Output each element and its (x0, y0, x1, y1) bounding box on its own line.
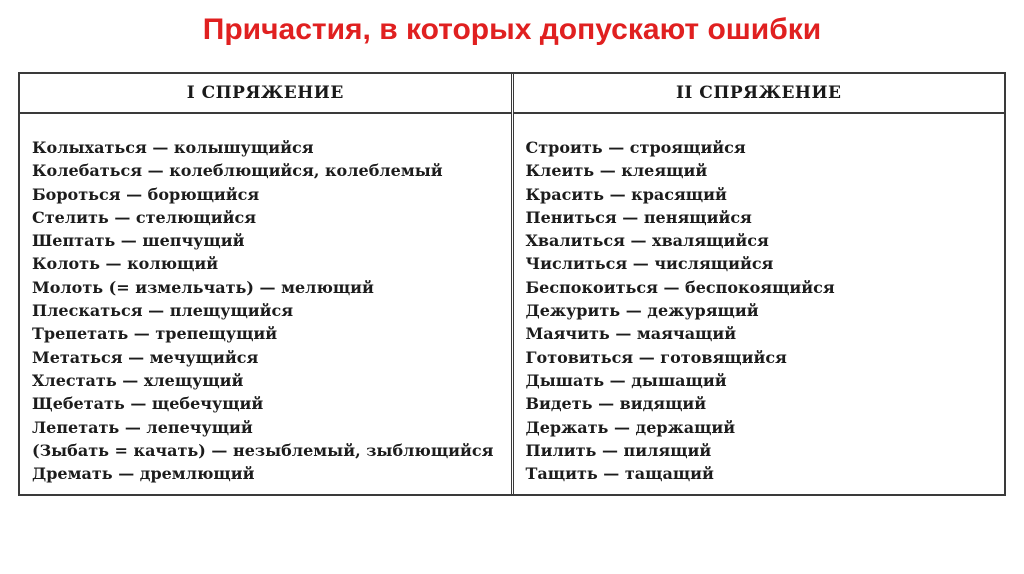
word-pair-item: Шептать — шепчущий (32, 231, 245, 251)
word-pair-item: Трепетать — трепещущий (32, 324, 278, 344)
word-pair-item: Тащить — тащащий (525, 464, 714, 484)
second-conjugation-column (511, 74, 1005, 494)
word-pair-item: Плескаться — плещущийся (32, 301, 294, 321)
word-pair-item: Метаться — мечущийся (32, 347, 259, 367)
second-conjugation-list (514, 114, 1005, 485)
first-conjugation-column (20, 74, 511, 494)
word-pair-item: Красить — красящий (525, 184, 727, 204)
conjugation-table (18, 72, 1006, 496)
word-pair-item: Готовиться — готовящийся (525, 347, 787, 367)
slide-title: Причастия, в которых допускают ошибки (202, 13, 822, 46)
word-pair-item: Дышать — дышащий (525, 370, 727, 390)
column-header-second-conjugation: II СПРЯЖЕНИЕ (514, 74, 1005, 114)
word-pair-item: Молоть (= измельчать) — мелющий (32, 277, 374, 297)
word-pair-item: Держать — держащий (525, 417, 736, 437)
word-pair-item: Дремать — дремлющий (32, 464, 255, 484)
word-pair-item: Числиться — числящийся (525, 254, 774, 274)
word-pair-item: Стелить — стелющийся (32, 207, 257, 227)
word-pair-item: Пениться — пенящийся (525, 207, 752, 227)
word-pair-item: Лепетать — лепечущий (32, 417, 253, 437)
word-pair-item: Маячить — маячащий (525, 324, 737, 344)
word-pair-item: Колоть — колющий (32, 254, 219, 274)
word-pair-item: Колыхаться — колышущийся (32, 138, 314, 157)
word-pair-item: Пилить — пилящий (525, 440, 712, 460)
word-pair-item: Дежурить — дежурящий (525, 301, 759, 321)
word-pair-item: Клеить — клеящий (525, 161, 708, 181)
word-pair-item: Видеть — видящий (525, 394, 707, 414)
word-pair-item: Бороться — борющийся (32, 184, 260, 204)
word-pair-item: Колебаться — колеблющийся, колеблемый (32, 161, 443, 181)
word-pair-item: Хлестать — хлещущий (32, 370, 244, 390)
word-pair-item: Строить — строящийся (525, 138, 746, 157)
word-pair-item: Хвалиться — хвалящийся (525, 231, 769, 251)
column-header-first-conjugation: I СПРЯЖЕНИЕ (20, 74, 511, 114)
word-pair-item: Щебетать — щебечущий (32, 394, 264, 414)
word-pair-item: Беспокоиться — беспокоящийся (525, 277, 835, 297)
word-pair-item: (Зыбать = качать) — незыблемый, зыблющийся (32, 440, 494, 460)
first-conjugation-list (20, 114, 511, 485)
